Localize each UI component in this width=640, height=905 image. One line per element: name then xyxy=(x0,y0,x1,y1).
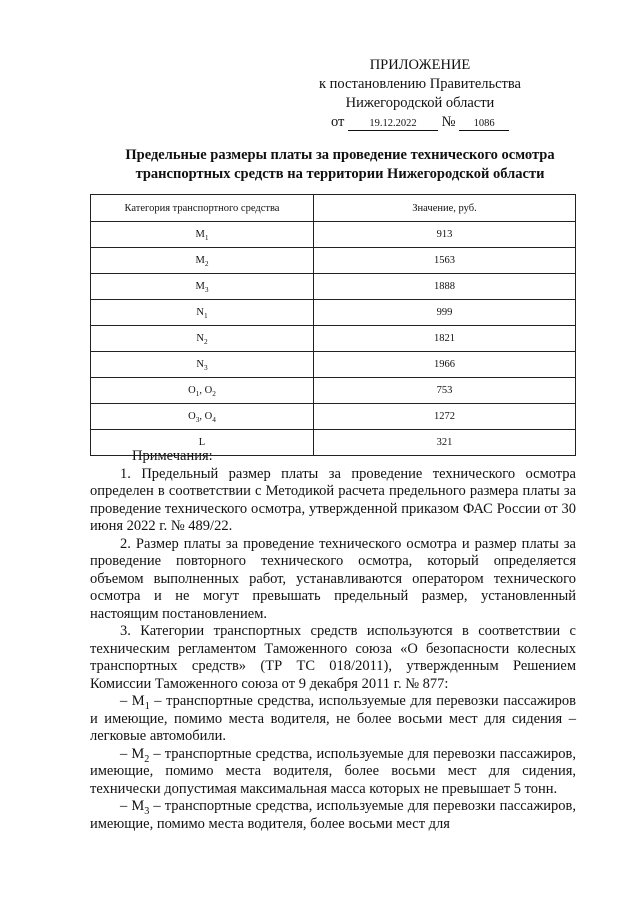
from-label: от xyxy=(330,114,345,130)
title-line1: Предельные размеры платы за проведение технического осмотра xyxy=(125,147,555,163)
appendix-line1: к постановлению Правительства xyxy=(319,76,521,92)
category-m1-definition xyxy=(90,693,576,746)
value-cell: 753 xyxy=(314,378,576,404)
m3-sub: 3 xyxy=(144,805,150,817)
table-row xyxy=(91,352,576,378)
table-header-row xyxy=(91,195,576,222)
category-cell: $M_3$ xyxy=(91,274,314,300)
m1-text: – транспортные средства, используемые для перевозки пассажиров и имеющие, помимо места водителя, не более восьми мест для сидения – легковые автомобили. xyxy=(90,693,576,744)
value-cell: 321 xyxy=(314,430,576,456)
table-row xyxy=(91,274,576,300)
notes-section xyxy=(90,448,576,833)
note-1: 1. Предельный размер платы за проведение технического осмотра определен в соответствии с Методикой расчета предельного размера платы за проведение технического осмотра, утвержденной приказом ФАС России от 30 июня 2022 г. № 489/22. xyxy=(90,465,576,534)
title-line2: транспортных средств на территории Нижегородской области xyxy=(135,166,545,182)
table-row xyxy=(91,378,576,404)
m1-sub: 1 xyxy=(144,700,150,712)
category-cell: $M_1$ xyxy=(91,222,314,248)
document-date: 19.12.2022 xyxy=(348,117,438,131)
number-label: № xyxy=(441,114,456,130)
m3-prefix: – M xyxy=(120,798,145,814)
m2-text: – транспортные средства, используемые для перевозки пассажиров, имеющие, помимо места водителя, более восьми мест для сидения, технически допустимая максимальная масса которых не превышает 5 тонн. xyxy=(90,745,576,797)
category-cell: $N_1$ xyxy=(91,300,314,326)
appendix-line2: Нижегородской области xyxy=(345,95,495,111)
category-cell: $N_2$ xyxy=(91,326,314,352)
value-cell: 1888 xyxy=(314,274,576,300)
document-number: 1086 xyxy=(459,117,509,131)
value-cell: 999 xyxy=(314,300,576,326)
header-value: Значение, руб. xyxy=(314,195,576,222)
header-category: Категория транспортного средства xyxy=(91,195,314,222)
category-cell: $O_1$, $O_2$ xyxy=(91,378,314,404)
category-cell: $N_3$ xyxy=(91,352,314,378)
table-body xyxy=(91,222,576,456)
category-m3-definition xyxy=(90,798,576,833)
value-cell: 1563 xyxy=(314,248,576,274)
category-cell: $O_3$, $O_4$ xyxy=(91,404,314,430)
table-row xyxy=(91,248,576,274)
m3-text: – транспортные средства, используемые для перевозки пассажиров, имеющие, помимо места водителя, более восьми мест для xyxy=(90,798,576,832)
category-m2-definition xyxy=(90,746,576,799)
appendix-date-number xyxy=(300,113,540,132)
document-title xyxy=(80,146,600,184)
note-3: 3. Категории транспортных средств используются в соответствии с техническим регламентом Таможенного союза «О безопасности колесных транспортных средств» (ТР ТС 018/2011), утвержденным Решением Комиссии Таможенного союза от 9 декабря 2011 г. № 877: xyxy=(90,623,576,692)
m1-prefix: – M xyxy=(120,693,145,709)
table-row xyxy=(91,300,576,326)
value-cell: 1966 xyxy=(314,352,576,378)
table-row xyxy=(91,222,576,248)
m2-sub: 2 xyxy=(144,753,150,765)
m2-prefix: – M xyxy=(120,745,145,762)
value-cell: 1821 xyxy=(314,326,576,352)
notes-heading: Примечания: xyxy=(132,448,213,464)
category-cell: $M_2$ xyxy=(91,248,314,274)
appendix-title: ПРИЛОЖЕНИЕ xyxy=(369,57,471,73)
category-cell: L xyxy=(91,430,314,456)
table-row xyxy=(91,404,576,430)
fees-table xyxy=(90,194,576,456)
value-cell: 1272 xyxy=(314,404,576,430)
value-cell: 913 xyxy=(314,222,576,248)
table-row xyxy=(91,326,576,352)
appendix-header xyxy=(300,56,540,132)
note-2: 2. Размер платы за проведение технического осмотра и размер платы за проведение повторного технического осмотра, который определяется объемом выполненных работ, устанавливаются оператором технического осмотра и не могут превышать предельный размер, установленный настоящим постановлением. xyxy=(90,535,576,622)
